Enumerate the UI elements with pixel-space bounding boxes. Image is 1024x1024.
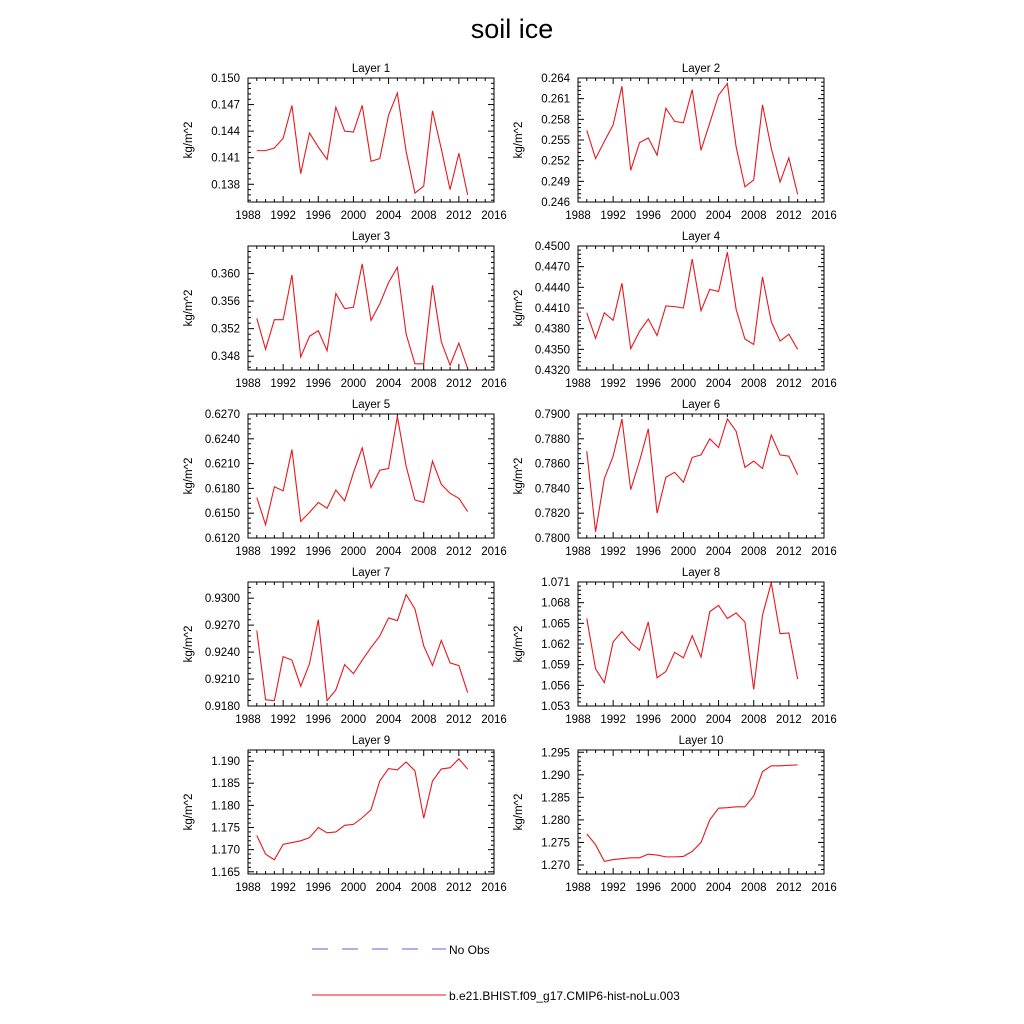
x-tick-label: 1992	[600, 210, 626, 222]
y-axis-label: kg/m^2	[513, 625, 525, 663]
y-tick-label: 0.147	[211, 99, 240, 112]
y-tick-label: 0.4500	[534, 241, 570, 253]
y-tick-label: 1.071	[541, 577, 570, 589]
series-line	[587, 419, 798, 532]
panel-title: Layer 4	[681, 231, 721, 243]
x-tick-label: 2004	[705, 378, 732, 390]
x-tick-label: 2008	[410, 882, 437, 894]
series-line	[257, 595, 468, 701]
x-tick-label: 2000	[340, 546, 367, 558]
panel-title: Layer 3	[351, 231, 391, 243]
x-tick-label: 2008	[740, 210, 767, 222]
y-tick-label: 0.7820	[534, 508, 570, 521]
panel-layer-4	[513, 231, 837, 390]
x-tick-label: 1992	[270, 546, 296, 558]
y-tick-label: 0.141	[211, 152, 240, 165]
x-tick-label: 2008	[740, 378, 767, 390]
y-tick-label: 0.4410	[534, 303, 570, 315]
y-axis-label: kg/m^2	[513, 457, 525, 495]
x-tick-label: 1992	[600, 546, 626, 558]
legend-label-simulation: b.e21.BHIST.f09_g17.CMIP6-hist-noLu.003	[449, 989, 680, 1003]
x-tick-label: 2016	[811, 210, 837, 222]
y-tick-label: 1.275	[541, 837, 570, 850]
x-tick-label: 2004	[705, 546, 732, 558]
panel-title: Layer 8	[681, 567, 721, 579]
y-tick-label: 1.290	[541, 769, 570, 782]
panel-layer-1	[183, 63, 507, 222]
panel-title: Layer 7	[351, 567, 391, 579]
y-tick-label: 1.270	[541, 859, 570, 872]
x-tick-label: 1992	[270, 714, 296, 726]
x-tick-label: 2000	[670, 378, 697, 390]
y-axis-label: kg/m^2	[183, 289, 195, 327]
x-tick-label: 1996	[305, 546, 332, 558]
y-tick-label: 0.6270	[204, 409, 240, 421]
x-tick-label: 2008	[410, 378, 437, 390]
x-tick-label: 2004	[375, 714, 402, 726]
x-tick-label: 1988	[235, 882, 261, 894]
x-tick-label: 2000	[670, 210, 697, 222]
x-tick-label: 1992	[600, 378, 626, 390]
y-tick-label: 0.352	[211, 323, 240, 336]
x-tick-label: 2012	[446, 882, 472, 894]
panel-title: Layer 9	[351, 735, 391, 747]
plot-frame	[248, 750, 494, 874]
y-tick-label: 0.252	[541, 155, 570, 168]
panel-layer-6	[513, 399, 837, 558]
x-tick-label: 1996	[305, 882, 332, 894]
x-tick-label: 2000	[340, 378, 367, 390]
x-tick-label: 2012	[446, 546, 472, 558]
y-tick-label: 0.6210	[204, 458, 240, 471]
x-tick-label: 2016	[811, 714, 837, 726]
y-tick-label: 0.7840	[534, 483, 570, 496]
x-tick-label: 1988	[235, 714, 261, 726]
panel-layer-3	[183, 231, 507, 390]
x-tick-label: 1992	[600, 714, 626, 726]
x-tick-label: 2012	[776, 546, 802, 558]
panel-layer-5	[183, 399, 507, 558]
series-line	[257, 264, 468, 369]
x-tick-label: 1988	[235, 210, 261, 222]
x-tick-label: 1988	[235, 378, 261, 390]
x-tick-label: 2008	[410, 714, 437, 726]
series-line	[587, 84, 798, 195]
y-tick-label: 0.249	[541, 176, 570, 189]
y-tick-label: 0.9270	[204, 620, 240, 633]
y-axis-label: kg/m^2	[513, 793, 525, 831]
series-line	[257, 759, 468, 860]
x-tick-label: 2016	[811, 378, 837, 390]
x-tick-label: 2008	[410, 546, 437, 558]
y-tick-label: 1.059	[541, 659, 570, 672]
y-axis-label: kg/m^2	[183, 625, 195, 663]
x-tick-label: 1988	[565, 882, 591, 894]
x-tick-label: 2012	[776, 378, 802, 390]
x-tick-label: 2004	[375, 882, 402, 894]
y-tick-label: 0.6150	[204, 508, 240, 521]
x-tick-label: 2008	[410, 210, 437, 222]
y-tick-label: 0.6180	[204, 483, 240, 496]
x-tick-label: 2008	[740, 882, 767, 894]
y-axis-label: kg/m^2	[183, 121, 195, 159]
x-tick-label: 2004	[705, 210, 732, 222]
x-tick-label: 1996	[305, 378, 332, 390]
series-line	[587, 252, 798, 349]
legend-label-no-obs: No Obs	[449, 943, 490, 957]
y-tick-label: 0.4470	[534, 261, 570, 274]
x-tick-label: 1988	[565, 546, 591, 558]
x-tick-label: 2016	[481, 378, 507, 390]
y-tick-label: 1.280	[541, 814, 570, 827]
x-tick-label: 2004	[375, 378, 402, 390]
x-tick-label: 1996	[635, 882, 662, 894]
panel-layer-9	[183, 735, 507, 894]
x-tick-label: 2012	[446, 210, 472, 222]
series-line	[587, 583, 798, 690]
y-tick-label: 0.138	[211, 179, 240, 192]
y-tick-label: 0.258	[541, 114, 570, 127]
y-axis-label: kg/m^2	[183, 793, 195, 831]
series-line	[257, 416, 468, 524]
y-tick-label: 0.7800	[534, 533, 570, 545]
y-axis-label: kg/m^2	[513, 289, 525, 327]
panel-title: Layer 1	[351, 63, 391, 75]
y-tick-label: 1.295	[541, 747, 570, 760]
x-tick-label: 1992	[270, 210, 296, 222]
y-tick-label: 0.261	[541, 93, 570, 106]
x-tick-label: 2008	[740, 546, 767, 558]
x-tick-label: 2004	[375, 210, 402, 222]
y-tick-label: 1.175	[211, 822, 240, 835]
y-axis-label: kg/m^2	[513, 121, 525, 159]
y-tick-label: 0.9210	[204, 674, 240, 687]
plot-frame	[578, 414, 824, 538]
x-tick-label: 2016	[811, 546, 837, 558]
y-tick-label: 0.7900	[534, 409, 570, 421]
x-tick-label: 2012	[776, 714, 802, 726]
y-tick-label: 1.185	[211, 778, 240, 791]
panel-title: Layer 2	[681, 63, 721, 75]
plot-frame	[578, 582, 824, 706]
y-tick-label: 0.150	[211, 73, 240, 85]
x-tick-label: 1992	[270, 882, 296, 894]
x-tick-label: 2004	[375, 546, 402, 558]
x-tick-label: 2008	[740, 714, 767, 726]
x-tick-label: 1988	[565, 714, 591, 726]
panel-layer-7	[183, 567, 507, 726]
x-tick-label: 2004	[705, 882, 732, 894]
x-tick-label: 2012	[446, 378, 472, 390]
x-tick-label: 1988	[235, 546, 261, 558]
x-tick-label: 1996	[635, 546, 662, 558]
x-tick-label: 1996	[635, 714, 662, 726]
x-tick-label: 1996	[305, 714, 332, 726]
y-tick-label: 0.7880	[534, 433, 570, 446]
x-tick-label: 1996	[635, 378, 662, 390]
y-tick-label: 0.9240	[204, 647, 240, 660]
y-tick-label: 0.144	[211, 126, 240, 139]
y-tick-label: 0.4320	[534, 365, 570, 377]
figure-title: soil ice	[470, 14, 554, 44]
x-tick-label: 1988	[565, 378, 591, 390]
x-tick-label: 2016	[481, 714, 507, 726]
x-tick-label: 2012	[776, 882, 802, 894]
x-tick-label: 2000	[670, 714, 697, 726]
y-tick-label: 0.348	[211, 351, 240, 364]
y-tick-label: 0.4350	[534, 344, 570, 357]
y-tick-label: 0.4440	[534, 282, 570, 295]
y-tick-label: 0.360	[211, 268, 240, 281]
y-axis-label: kg/m^2	[183, 457, 195, 495]
y-tick-label: 1.285	[541, 792, 570, 805]
x-tick-label: 2016	[811, 882, 837, 894]
y-tick-label: 1.053	[541, 701, 570, 713]
x-tick-label: 2016	[481, 882, 507, 894]
panel-layer-10	[513, 735, 837, 894]
y-tick-label: 1.165	[211, 866, 240, 879]
y-tick-label: 0.246	[541, 197, 570, 209]
y-tick-label: 1.170	[211, 844, 240, 857]
y-tick-label: 0.6240	[204, 433, 240, 446]
y-tick-label: 1.062	[541, 639, 570, 651]
panel-title: Layer 10	[678, 735, 724, 747]
x-tick-label: 2000	[340, 210, 367, 222]
x-tick-label: 2016	[481, 210, 507, 222]
panel-title: Layer 5	[351, 399, 391, 411]
x-tick-label: 2016	[481, 546, 507, 558]
panel-layer-2	[513, 63, 837, 222]
x-tick-label: 1996	[305, 210, 332, 222]
plot-frame	[248, 582, 494, 706]
y-tick-label: 0.7860	[534, 458, 570, 471]
x-tick-label: 1996	[635, 210, 662, 222]
y-tick-label: 0.264	[541, 73, 570, 85]
y-tick-label: 0.9180	[204, 701, 240, 713]
y-tick-label: 1.190	[211, 756, 240, 769]
plot-frame	[578, 750, 824, 874]
x-tick-label: 2012	[446, 714, 472, 726]
plot-frame	[578, 78, 824, 202]
x-tick-label: 1992	[600, 882, 626, 894]
x-tick-label: 2000	[340, 714, 367, 726]
y-tick-label: 0.9300	[204, 593, 240, 606]
series-line	[587, 765, 798, 861]
panel-title: Layer 6	[681, 399, 721, 411]
y-tick-label: 0.6120	[204, 533, 240, 545]
x-tick-label: 2012	[776, 210, 802, 222]
y-tick-label: 1.180	[211, 800, 240, 813]
y-tick-label: 1.065	[541, 618, 570, 631]
y-tick-label: 1.068	[541, 597, 570, 610]
x-tick-label: 2000	[340, 882, 367, 894]
y-tick-label: 0.356	[211, 296, 240, 309]
x-tick-label: 2000	[670, 882, 697, 894]
x-tick-label: 2000	[670, 546, 697, 558]
y-tick-label: 0.4380	[534, 323, 570, 336]
legend	[312, 943, 680, 1003]
y-tick-label: 0.255	[541, 135, 570, 147]
plot-frame	[248, 414, 494, 538]
x-tick-label: 2004	[705, 714, 732, 726]
panel-layer-8	[513, 567, 837, 726]
x-tick-label: 1992	[270, 378, 296, 390]
plot-frame	[248, 78, 494, 202]
x-tick-label: 1988	[565, 210, 591, 222]
y-tick-label: 1.056	[541, 680, 570, 693]
series-line	[257, 93, 468, 195]
